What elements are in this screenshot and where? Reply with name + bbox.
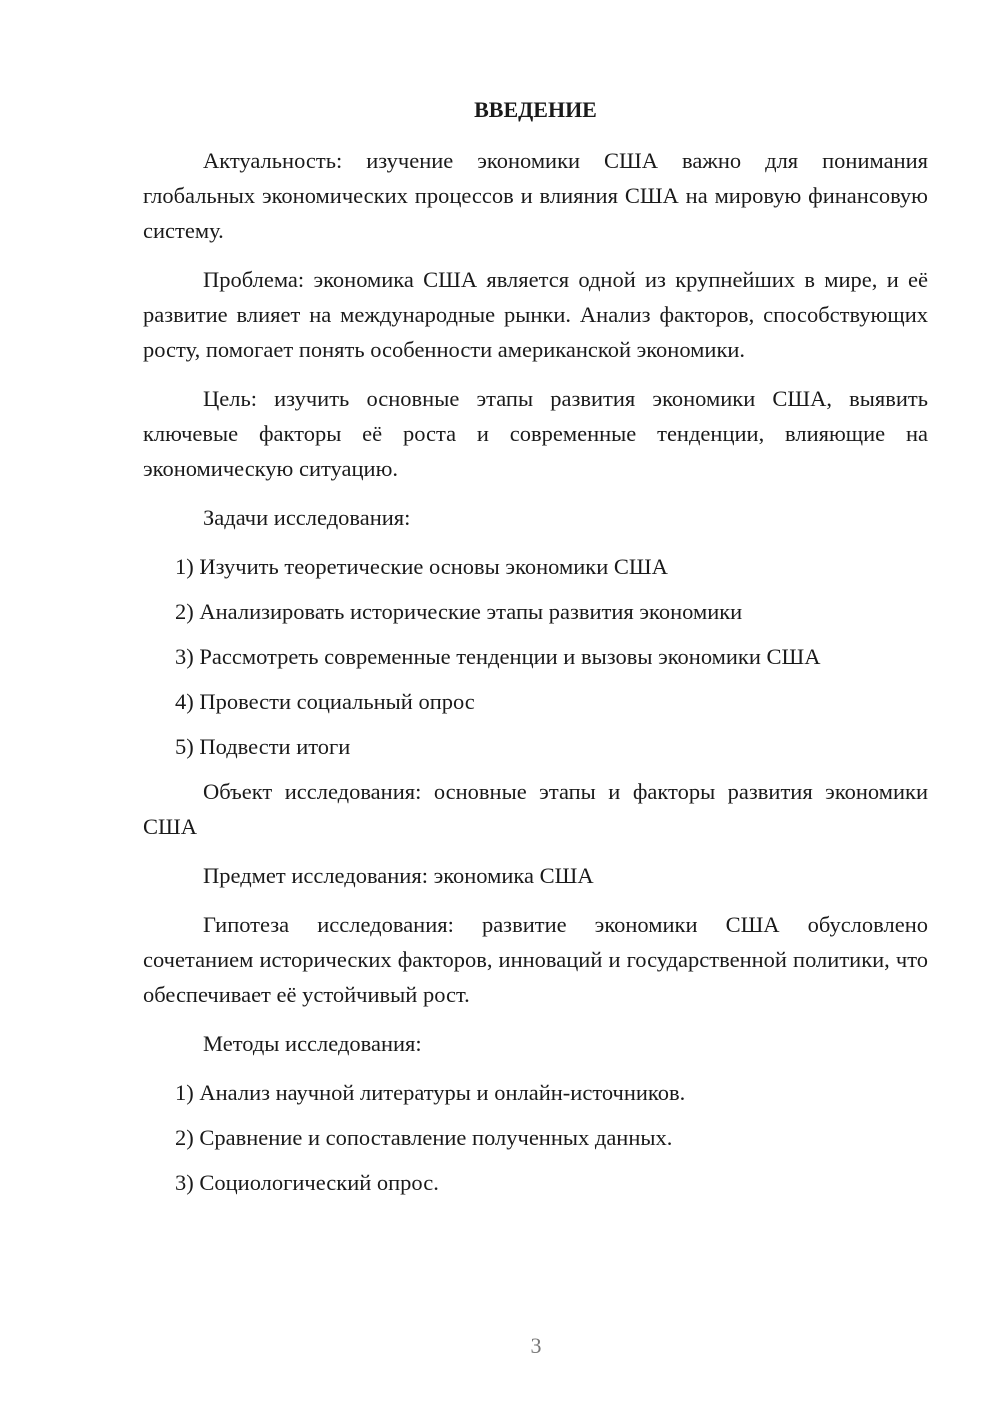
subject-paragraph: Предмет исследования: экономика США — [203, 863, 594, 888]
problem-paragraph: Проблема: экономика США является одной из крупнейших в мире, и её развитие влияет на международные рынки. Анализ факторов, способствующих росту, помогает понять особенности американской экономики. — [143, 267, 928, 362]
object-paragraph: Объект исследования: основные этапы и факторы развития экономики США — [143, 779, 928, 839]
task-item: 2) Анализировать исторические этапы развития экономики — [175, 599, 743, 624]
goal-paragraph: Цель: изучить основные этапы развития экономики США, выявить ключевые факторы её роста и современные тенденции, влияющие на экономическую ситуацию. — [143, 386, 928, 481]
page-title: ВВЕДЕНИЕ — [474, 97, 597, 122]
task-item: 1) Изучить теоретические основы экономики США — [175, 554, 668, 579]
methods-heading: Методы исследования: — [203, 1031, 422, 1056]
task-item: 4) Провести социальный опрос — [175, 689, 475, 714]
task-item: 3) Рассмотреть современные тенденции и вызовы экономики США — [175, 644, 821, 669]
hypothesis-paragraph: Гипотеза исследования: развитие экономики США обусловлено сочетанием исторических факторов, инноваций и государственной политики, что обеспечивает её устойчивый рост. — [143, 912, 928, 1007]
page-content — [143, 93, 928, 1210]
method-item: 1) Анализ научной литературы и онлайн-источников. — [175, 1080, 686, 1105]
task-item: 5) Подвести итоги — [175, 734, 351, 759]
method-item: 2) Сравнение и сопоставление полученных данных. — [175, 1125, 673, 1150]
method-item: 3) Социологический опрос. — [175, 1170, 439, 1195]
page-number: 3 — [530, 1333, 542, 1358]
relevance-paragraph: Актуальность: изучение экономики США важно для понимания глобальных экономических процессов и влияния США на мировую финансовую систему. — [143, 148, 928, 243]
tasks-heading: Задачи исследования: — [203, 505, 411, 530]
